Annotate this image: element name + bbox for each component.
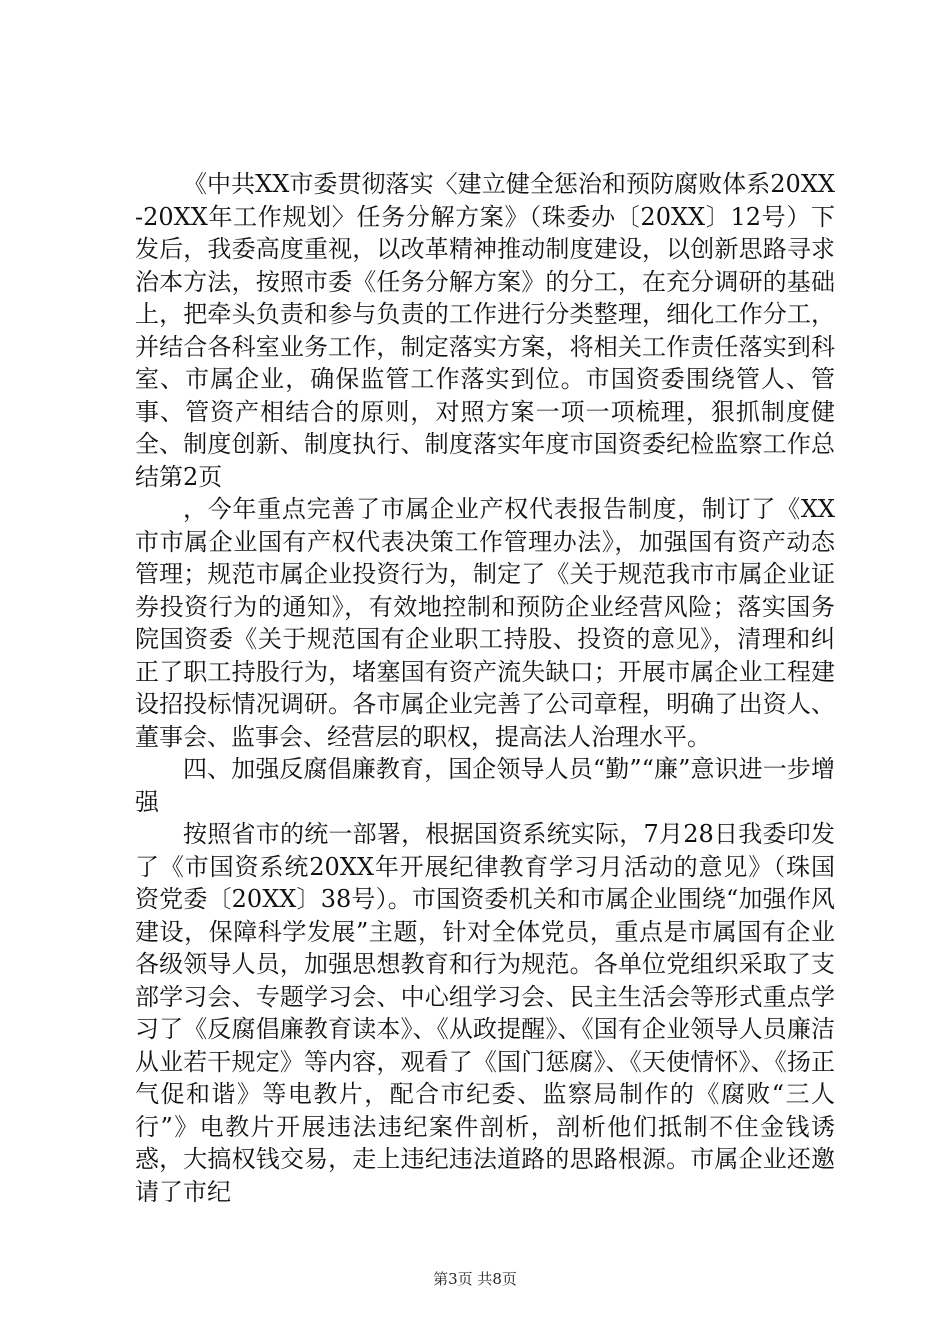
document-body bbox=[135, 168, 835, 1208]
paragraph-3: 按照省市的统一部署，根据国资系统实际，7月28日我委印发了《市国资系统20XX年开展纪律教育学习月活动的意见》（珠国资党委〔20XX〕38号）。市国资委机关和市属企业围绕“加强作风建设，保障科学发展”主题，针对全体党员，重点是市属国有企业各级领导人员，加强思想教育和行为规范。各单位党组织采取了支部学习会、专题学习会、中心组学习会、民主生活会等形式重点学习了《反腐倡廉教育读本》、《从政提醒》、《国有企业领导人员廉洁从业若干规定》等内容，观看了《国门惩腐》、《天使情怀》、《扬正气促和谐》等电教片，配合市纪委、监察局制作的《腐败“三人行”》电教片开展违法违纪案件剖析，剖析他们抵制不住金钱诱惑，大搞权钱交易，走上违纪违法道路的思路根源。市属企业还邀请了市纪 bbox=[135, 820, 835, 1206]
paragraph-2: ，今年重点完善了市属企业产权代表报告制度，制订了《XX市市属企业国有产权代表决策工作管理办法》，加强国有资产动态管理；规范市属企业投资行为，制定了《关于规范我市市属企业证券投资行为的通知》，有效地控制和预防企业经营风险；落实国务院国资委《关于规范国有企业职工持股、投资的意见》，清理和纠正了职工持股行为，堵塞国有资产流失缺口；开展市属企业工程建设招投标情况调研。各市属企业完善了公司章程，明确了出资人、董事会、监事会、经营层的职权，提高法人治理水平。 bbox=[135, 495, 835, 751]
page-number-footer: 第3页 共8页 bbox=[433, 1270, 517, 1288]
section-heading: 四、加强反腐倡廉教育，国企领导人员“勤”“廉”意识进一步增强 bbox=[135, 755, 835, 816]
paragraph-1: 《中共XX市委贯彻落实〈建立健全惩治和预防腐败体系20XX-20XX年工作规划〉任务分解方案》（珠委办〔20XX〕12号）下发后，我委高度重视，以改革精神推动制度建设，以创新思路寻求治本方法，按照市委《任务分解方案》的分工，在充分调研的基础上，把牵头负责和参与负责的工作进行分类整理，细化工作分工，并结合各科室业务工作，制定落实方案，将相关工作责任落实到科室、市属企业，确保监管工作落实到位。市国资委围绕管人、管事、管资产相结合的原则，对照方案一项一项梳理，狠抓制度健全、制度创新、制度执行、制度落实年度市国资委纪检监察工作总结第2页 bbox=[135, 170, 835, 491]
